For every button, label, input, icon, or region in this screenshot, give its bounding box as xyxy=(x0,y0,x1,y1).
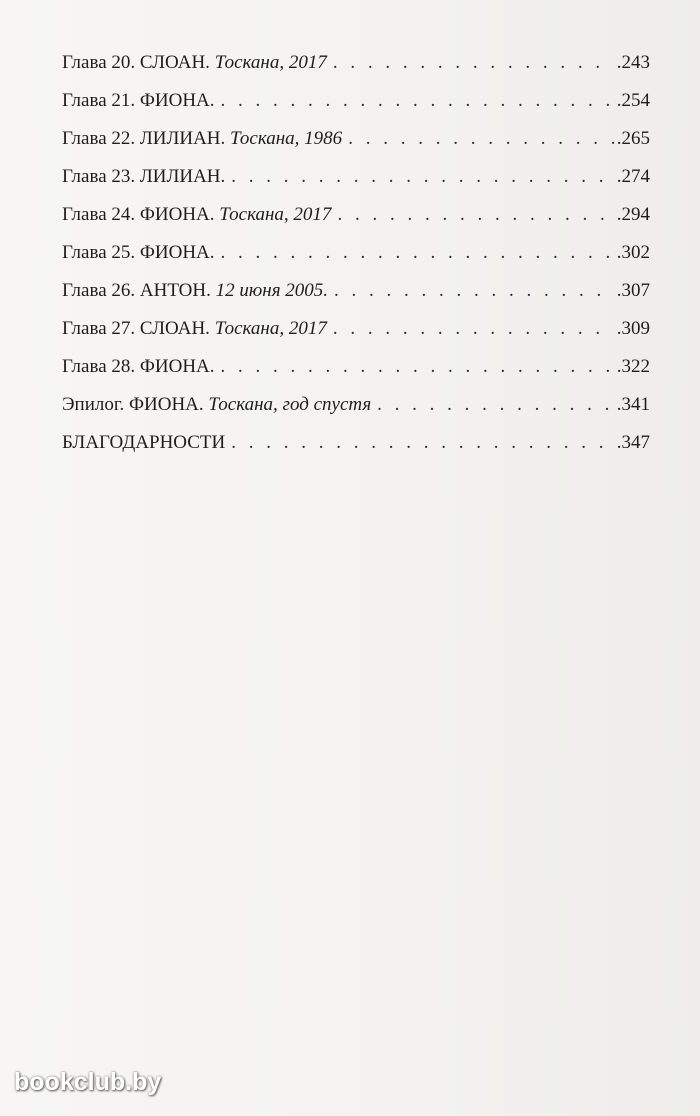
entry-title: Глава 28. ФИОНА. xyxy=(62,356,215,377)
entry-title: Глава 26. АНТОН. 12 июня 2005. xyxy=(62,280,329,301)
entry-title: Эпилог. ФИОНА. Тоскана, год спустя xyxy=(62,394,372,415)
toc-entry xyxy=(62,44,650,82)
dot-leader xyxy=(231,424,613,462)
dot-leader xyxy=(348,120,614,158)
page-number: .347 xyxy=(616,432,650,453)
page-number: .309 xyxy=(616,318,650,339)
toc-entry xyxy=(62,386,650,424)
toc-entry xyxy=(62,424,650,462)
page-number: .254 xyxy=(616,90,650,111)
dot-leader xyxy=(333,310,614,348)
page-number: .274 xyxy=(616,166,650,187)
page-number: .302 xyxy=(616,242,650,263)
entry-title: БЛАГОДАРНОСТИ xyxy=(62,432,226,453)
dot-leader xyxy=(333,44,614,82)
page-number: .243 xyxy=(616,52,650,73)
page-number: .307 xyxy=(616,280,650,301)
toc-entry xyxy=(62,158,650,196)
dot-leader xyxy=(221,234,614,272)
table-of-contents xyxy=(62,44,650,462)
entry-title: Глава 24. ФИОНА. Тоскана, 2017 xyxy=(62,204,332,225)
dot-leader xyxy=(221,82,614,120)
dot-leader xyxy=(337,196,613,234)
dot-leader xyxy=(334,272,614,310)
entry-title: Глава 21. ФИОНА. xyxy=(62,90,215,111)
dot-leader xyxy=(231,158,613,196)
entry-title: Глава 27. СЛОАН. Тоскана, 2017 xyxy=(62,318,327,339)
page-number: .265 xyxy=(616,128,650,149)
entry-title: Глава 22. ЛИЛИАН. Тоскана, 1986 xyxy=(62,128,343,149)
toc-entry xyxy=(62,82,650,120)
page-number: .341 xyxy=(616,394,650,415)
toc-entry xyxy=(62,310,650,348)
entry-title: Глава 20. СЛОАН. Тоскана, 2017 xyxy=(62,52,327,73)
page-number: .294 xyxy=(616,204,650,225)
dot-leader xyxy=(377,386,614,424)
dot-leader xyxy=(221,348,614,386)
toc-entry xyxy=(62,234,650,272)
page-number: .322 xyxy=(616,356,650,377)
entry-title: Глава 23. ЛИЛИАН. xyxy=(62,166,226,187)
show-through-text xyxy=(58,440,658,744)
toc-entry xyxy=(62,272,650,310)
entry-title: Глава 25. ФИОНА. xyxy=(62,242,215,263)
toc-entry xyxy=(62,196,650,234)
toc-entry xyxy=(62,120,650,158)
watermark: bookclub.by xyxy=(14,1068,162,1096)
toc-entry xyxy=(62,348,650,386)
